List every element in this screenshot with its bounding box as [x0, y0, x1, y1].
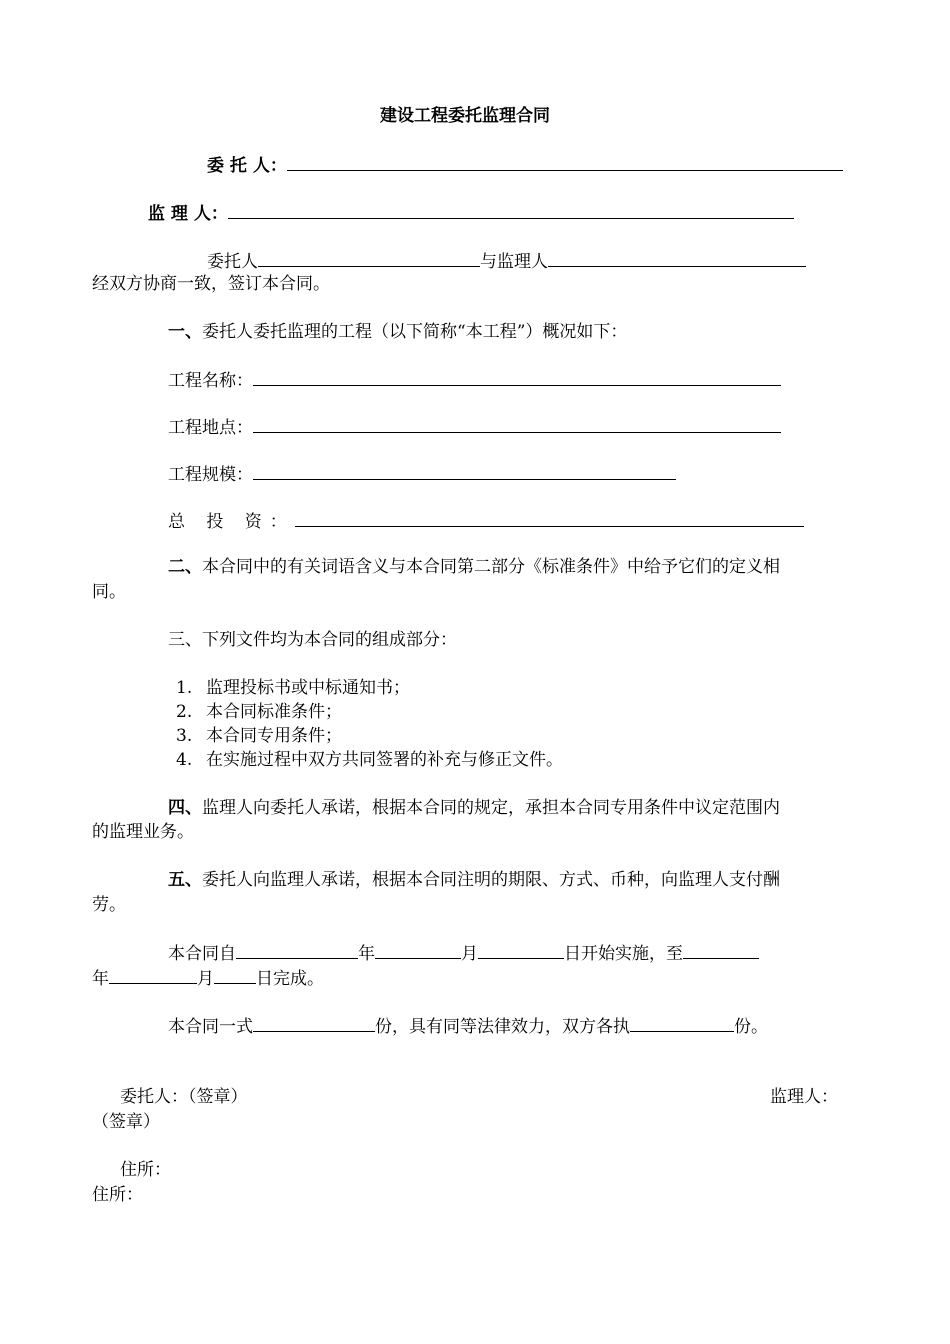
intro-line2: 经双方协商一致，签订本合同。: [92, 274, 330, 294]
term-end: 日完成。: [256, 969, 324, 989]
client-blank[interactable]: [287, 152, 843, 171]
section-4: [168, 796, 780, 820]
section-5-text: 委托人向监理人承诺，根据本合同注明的期限、方式、币种，向监理人支付酬: [202, 870, 780, 890]
section-4-text: 监理人向委托人承诺，根据本合同的规定，承担本合同专用条件中议定范围内: [202, 798, 780, 818]
term-line-2: [92, 965, 324, 991]
section-2-text: 本合同中的有关词语含义与本合同第二部分《标准条件》中给予它们的定义相: [202, 557, 780, 577]
total-investment-label: 总 投 资：: [168, 512, 295, 532]
list-item: [176, 748, 563, 772]
intro-line: [207, 248, 806, 274]
list-item: [176, 724, 342, 748]
copies-line: [168, 1013, 768, 1039]
section-2-number: 二、: [168, 557, 202, 577]
copies-b: 份，具有同等法律效力，双方各执: [375, 1017, 630, 1037]
term-line: [168, 940, 759, 966]
client-signature: 委托人：（签章）: [120, 1087, 248, 1107]
project-scale-field: [168, 461, 676, 487]
intro-client: 委托人: [207, 252, 258, 272]
section-5-cont: 劳。: [92, 895, 126, 915]
copies-c: 份。: [734, 1017, 768, 1037]
end-month-blank[interactable]: [109, 965, 197, 984]
copies-count-blank[interactable]: [253, 1013, 375, 1032]
start-year-blank[interactable]: [236, 940, 358, 959]
end-day-blank[interactable]: [214, 965, 256, 984]
section-3: 三、下列文件均为本合同的组成部分：: [168, 630, 457, 650]
supervisor-label: 监 理 人：: [148, 204, 228, 224]
term-start: 日开始实施，至: [564, 944, 683, 964]
list-item-number: 2.: [176, 702, 193, 722]
list-item: [176, 700, 342, 724]
section-1-number: 一、: [168, 322, 202, 342]
list-item-text: 本合同标准条件；: [206, 702, 342, 722]
section-1-text: 委托人委托监理的工程（以下简称“本工程”）概况如下：: [202, 322, 628, 342]
project-location-label: 工程地点：: [168, 418, 253, 438]
copies-a: 本合同一式: [168, 1017, 253, 1037]
list-item-text: 在实施过程中双方共同签署的补充与修正文件。: [206, 750, 563, 770]
total-investment-blank[interactable]: [295, 508, 804, 527]
project-scale-blank[interactable]: [253, 461, 676, 480]
section-2-cont: 同。: [92, 582, 126, 602]
supervisor-field: [148, 200, 794, 226]
document-title: 建设工程委托监理合同: [380, 106, 550, 126]
list-item-number: 3.: [176, 726, 193, 746]
term-from: 本合同自: [168, 944, 236, 964]
section-5: [168, 868, 780, 892]
project-name-label: 工程名称：: [168, 371, 253, 391]
section-1: [168, 320, 627, 344]
project-location-field: [168, 414, 781, 440]
total-investment-field: [168, 508, 804, 534]
section-4-cont: 的监理业务。: [92, 822, 194, 842]
supervisor-seal: （签章）: [92, 1112, 160, 1132]
list-item: [176, 676, 410, 700]
end-year-blank[interactable]: [683, 940, 759, 959]
section-5-number: 五、: [168, 870, 202, 890]
supervisor-signature: 监理人：: [770, 1087, 838, 1107]
intro-supervisor-blank[interactable]: [548, 248, 806, 267]
project-name-blank[interactable]: [253, 367, 781, 386]
term-year: 年: [358, 944, 375, 964]
list-item-text: 监理投标书或中标通知书；: [206, 678, 410, 698]
project-location-blank[interactable]: [253, 414, 781, 433]
project-scale-label: 工程规模：: [168, 465, 253, 485]
intro-client-blank[interactable]: [258, 248, 480, 267]
start-month-blank[interactable]: [375, 940, 461, 959]
intro-with: 与监理人: [480, 252, 548, 272]
client-address-label: 住所：: [120, 1160, 171, 1180]
term-year-2: 年: [92, 969, 109, 989]
supervisor-address-label: 住所：: [92, 1185, 143, 1205]
section-4-number: 四、: [168, 798, 202, 818]
client-field: [207, 152, 843, 178]
list-item-number: 1.: [176, 678, 193, 698]
list-item-text: 本合同专用条件；: [206, 726, 342, 746]
term-month-2: 月: [197, 969, 214, 989]
section-2: [168, 555, 780, 579]
supervisor-blank[interactable]: [228, 200, 794, 219]
term-month: 月: [461, 944, 478, 964]
list-item-number: 4.: [176, 750, 193, 770]
copies-each-blank[interactable]: [630, 1013, 734, 1032]
project-name-field: [168, 367, 781, 393]
client-label: 委 托 人：: [207, 156, 287, 176]
start-day-blank[interactable]: [478, 940, 564, 959]
